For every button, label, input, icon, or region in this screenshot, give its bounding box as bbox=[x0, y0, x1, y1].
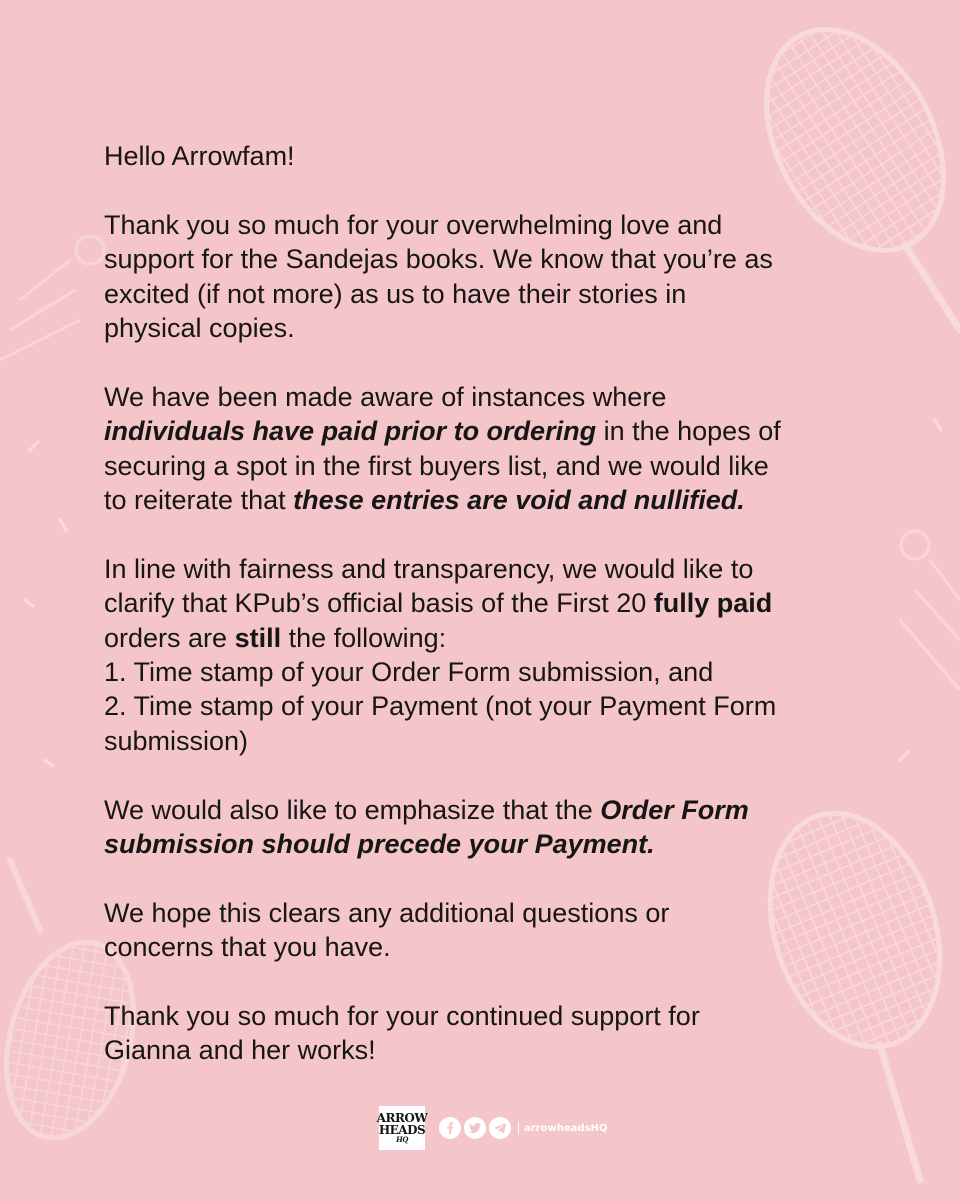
arrowheads-logo bbox=[376, 1106, 428, 1150]
logo-text-line: HQ bbox=[396, 1135, 408, 1144]
paragraph-emphasize bbox=[104, 793, 856, 862]
emphasis-order-form: Order Form bbox=[600, 794, 749, 825]
emphasis-fully-paid: fully paid bbox=[653, 588, 773, 619]
logo-text-line: ARROW bbox=[376, 1111, 428, 1125]
emphasis-paid-prior: individuals have paid prior to ordering bbox=[104, 416, 597, 447]
paragraph-basis bbox=[104, 552, 856, 758]
paragraph-closing bbox=[104, 999, 856, 1068]
emphasis-void-entries: these entries are void and nullified. bbox=[293, 485, 745, 516]
paragraph-line: support for the Sandejas books. We know that you’re as bbox=[104, 244, 773, 275]
paragraph-line: We have been made aware of instances where bbox=[104, 381, 667, 412]
paragraph-line: Gianna and her works! bbox=[104, 1035, 376, 1066]
paragraph-line: In line with fairness and transparency, we would like to bbox=[104, 553, 754, 584]
paragraph-line: excited (if not more) as us to have their stories in bbox=[104, 278, 687, 309]
emphasis-still: still bbox=[234, 622, 282, 653]
paragraph-line bbox=[104, 793, 856, 827]
list-item-order-form: 1. Time stamp of your Order Form submission, and bbox=[104, 657, 714, 688]
greeting-text: Hello Arrowfam! bbox=[104, 141, 295, 171]
paragraph-text: We would also like to emphasize that the bbox=[104, 794, 601, 825]
announcement-letter bbox=[104, 139, 856, 1102]
paragraph-line bbox=[104, 414, 856, 448]
footer-divider bbox=[518, 1121, 519, 1135]
footer-branding bbox=[376, 1106, 608, 1150]
paragraph-line: Thank you so much for your continued support for bbox=[104, 1001, 700, 1032]
paragraph-text: in the hopes of bbox=[596, 416, 781, 447]
paragraph-thanks bbox=[104, 208, 856, 346]
paragraph-line: physical copies. bbox=[104, 313, 295, 344]
paragraph-line bbox=[104, 483, 856, 517]
shuttlecock-decoration-left bbox=[0, 236, 104, 360]
paragraph-line: Thank you so much for your overwhelming love and bbox=[104, 209, 723, 240]
emphasis-precede-payment: submission should precede your Payment. bbox=[104, 829, 655, 860]
paragraph-line bbox=[104, 586, 856, 620]
facebook-icon[interactable] bbox=[439, 1117, 461, 1139]
shuttlecock-decoration-right bbox=[900, 531, 960, 690]
list-item-payment-continued: submission) bbox=[104, 725, 249, 756]
paragraph-line bbox=[104, 621, 856, 655]
logo-text-line: HEADS bbox=[378, 1123, 426, 1137]
paragraph-text: orders are bbox=[104, 622, 235, 653]
paragraph-line: We hope this clears any additional questions or bbox=[104, 897, 670, 928]
paragraph-questions bbox=[104, 896, 856, 965]
paragraph-void-entries bbox=[104, 380, 856, 518]
paragraph-line: concerns that you have. bbox=[104, 932, 391, 963]
list-item-payment: 2. Time stamp of your Payment (not your Payment Form bbox=[104, 691, 777, 722]
telegram-icon[interactable] bbox=[489, 1117, 511, 1139]
social-links bbox=[439, 1117, 607, 1139]
paragraph-text: to reiterate that bbox=[104, 485, 294, 516]
paragraph-text: the following: bbox=[281, 622, 447, 653]
paragraph-text: clarify that KPub’s official basis of the First 20 bbox=[104, 588, 654, 619]
social-handle: arrowheadsHQ bbox=[524, 1122, 608, 1134]
greeting bbox=[104, 139, 856, 173]
twitter-icon[interactable] bbox=[464, 1117, 486, 1139]
paragraph-line: securing a spot in the first buyers list, and we would like bbox=[104, 450, 769, 481]
